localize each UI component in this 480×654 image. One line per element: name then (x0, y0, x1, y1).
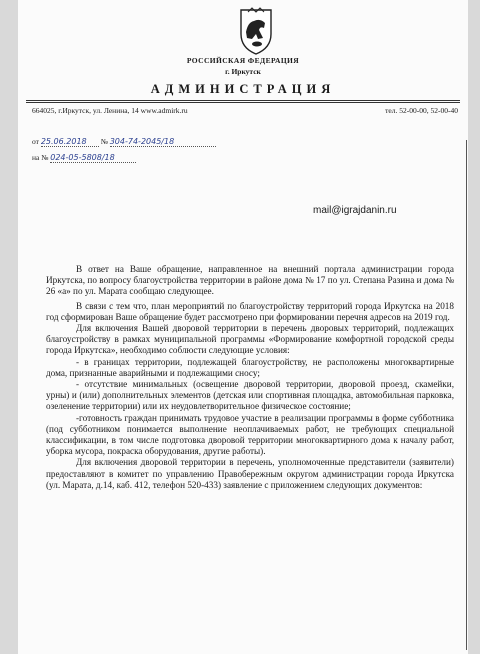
paragraph-2: В связи с тем что, план мероприятий по благоустройству территорий города Иркутска на 2018 год сформирован Ваше обращение будет рассмотрено при формировании перечня адресов на 2019 год. (46, 300, 454, 322)
incoming-reference (32, 153, 136, 163)
outgoing-reference (32, 137, 216, 147)
number-label: № (100, 137, 108, 146)
recipient-email: mail@igrajdanin.ru (313, 205, 397, 216)
letter-body (46, 264, 454, 491)
paragraph-7: Для включения дворовой территории в перечень, уполномоченные представители (заявители) предоставляют в комитет по управлению Правобережным округом администрации города Иркутска (ул. Марата, д.14, каб. 412, телефон 520-433) заявление с приложением следующих документов: (46, 457, 454, 490)
paragraph-6: -готовность граждан принимать трудовое участие в реализации программы в форме субботника (под субботником понимается выполнение неоплачиваемых работ, не требующих специальной классификации, в том числе подготовка дворовой территории многоквартирного дома к началу работ, уборка мусора, покраска оборудования, другие работы). (46, 412, 454, 457)
country-name: РОССИЙСКАЯ ФЕДЕРАЦИЯ (186, 56, 300, 65)
paragraph-3: Для включения Вашей дворовой территории в перечень дворовых территорий, подлежащих благоустройству в рамках муниципальной программы «Формирование комфортной городской среды города Иркутска», необходимо соблюсти следующие условия: (46, 323, 454, 356)
paragraph-5: - отсутствие минимальных (освещение дворовой территории, дворовой проезд, скамейки, урны) и (или) дополнительных элементов (детская или спортивная площадка, автомобильная парковка, озеленение территории) или их неудовлетворительное физическое состояние; (46, 379, 454, 412)
header-divider-top (26, 100, 460, 101)
paragraph-4: - в границах территории, подлежащей благоустройству, не расположены многоквартирные дома, признанные аварийными и подлежащими сносу; (46, 356, 454, 378)
address-line: 664025, г.Иркутск, ул. Ленина, 14 www.admirk.ru (32, 106, 188, 115)
handwritten-incoming-number: 024-05-5808/18 (50, 153, 136, 163)
handwritten-date: 25.06.2018 (41, 137, 99, 147)
scan-edge-line (466, 140, 467, 650)
letter-page (18, 0, 468, 654)
phone-numbers: тел. 52-00-00, 52-00-40 (385, 106, 458, 115)
handwritten-number: 304-74-2045/18 (110, 137, 216, 147)
paragraph-1: В ответ на Ваше обращение, направленное на внешний портала администрации города Иркутска, по вопросу благоустройства территории в районе дома № 17 по ул. Степана Разина и дома № 26 «а» по ул. Марата сообщаю следующее. (46, 264, 454, 297)
organization-title: АДМИНИСТРАЦИЯ (150, 82, 336, 96)
date-label: от (32, 137, 39, 146)
incoming-label: на № (32, 153, 49, 162)
header-divider-bottom (26, 102, 460, 103)
coat-of-arms-emblem (238, 6, 274, 56)
city-name: г. Иркутск (225, 67, 261, 76)
